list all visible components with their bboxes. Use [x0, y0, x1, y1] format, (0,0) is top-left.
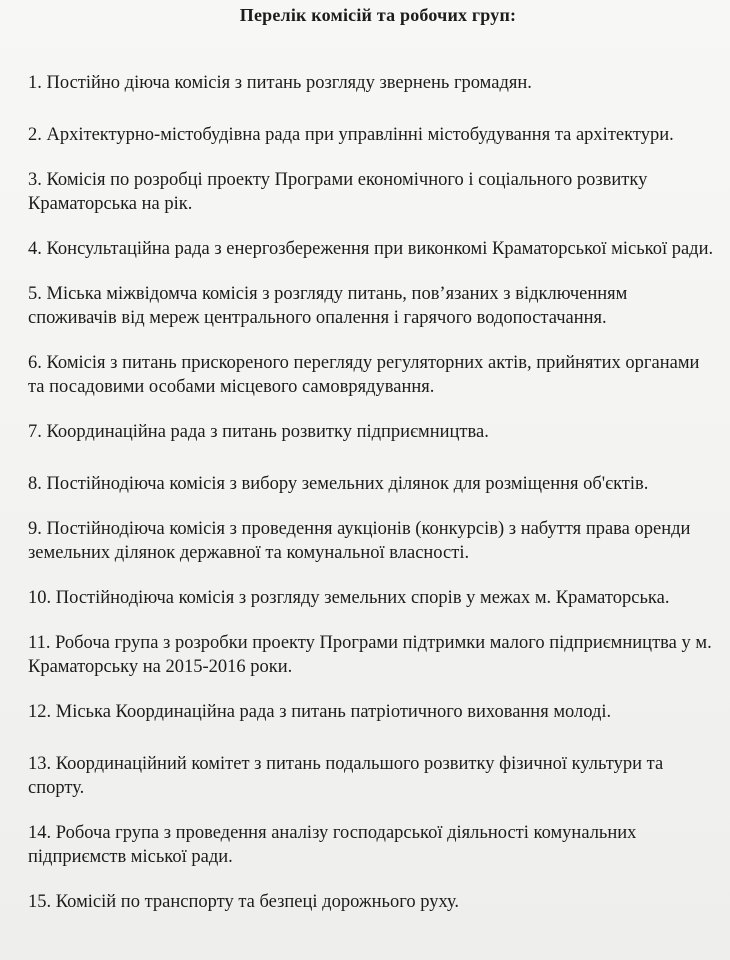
document-title: Перелік комісій та робочих груп:	[239, 5, 517, 25]
list-item: 3. Комісія по розробці проекту Програми економічного і соціального розвитку Краматорська на рік.	[28, 170, 648, 214]
list-item: 4. Консультаційна рада з енергозбереження при виконкомі Краматорської міської ради.	[28, 239, 714, 259]
commission-list	[28, 71, 716, 914]
list-item: 14. Робоча група з проведення аналізу господарської діяльності комунальних підприємств міської ради.	[28, 823, 637, 867]
list-item: 11. Робоча група з розробки проекту Програми підтримки малого підприємництва у м. Краматорську на 2015-2016 роки.	[28, 633, 712, 677]
list-item: 7. Координаційна рада з питань розвитку підприємництва.	[28, 422, 489, 442]
list-item: 12. Міська Координаційна рада з питань патріотичного виховання молоді.	[28, 702, 612, 722]
list-item: 2. Архітектурно-містобудівна рада при управлінні містобудування та архітектури.	[28, 125, 674, 145]
list-item: 8. Постійнодіюча комісія з вибору земельних ділянок для розміщення об'єктів.	[28, 474, 649, 494]
list-item: 10. Постійнодіюча комісія з розгляду земельних спорів у межах м. Краматорська.	[28, 588, 670, 608]
list-item: 9. Постійнодіюча комісія з проведення аукціонів (конкурсів) з набуття права оренди земельних ділянок державної та комунальної власності.	[28, 519, 691, 563]
list-item: 5. Міська міжвідомча комісія з розгляду питань, пов’язаних з відключенням споживачів від мереж центрального опалення і гарячого водопостачання.	[28, 284, 628, 328]
list-item: 6. Комісія з питань прискореного перегляду регуляторних актів, прийнятих органами та посадовими особами місцевого самоврядування.	[28, 353, 700, 397]
list-item: 1. Постійно діюча комісія з питань розгляду звернень громадян.	[28, 73, 532, 93]
list-item: 13. Координаційний комітет з питань подальшого розвитку фізичної культури та спорту.	[28, 754, 664, 798]
list-item: 15. Комісій по транспорту та безпеці дорожнього руху.	[28, 892, 460, 912]
